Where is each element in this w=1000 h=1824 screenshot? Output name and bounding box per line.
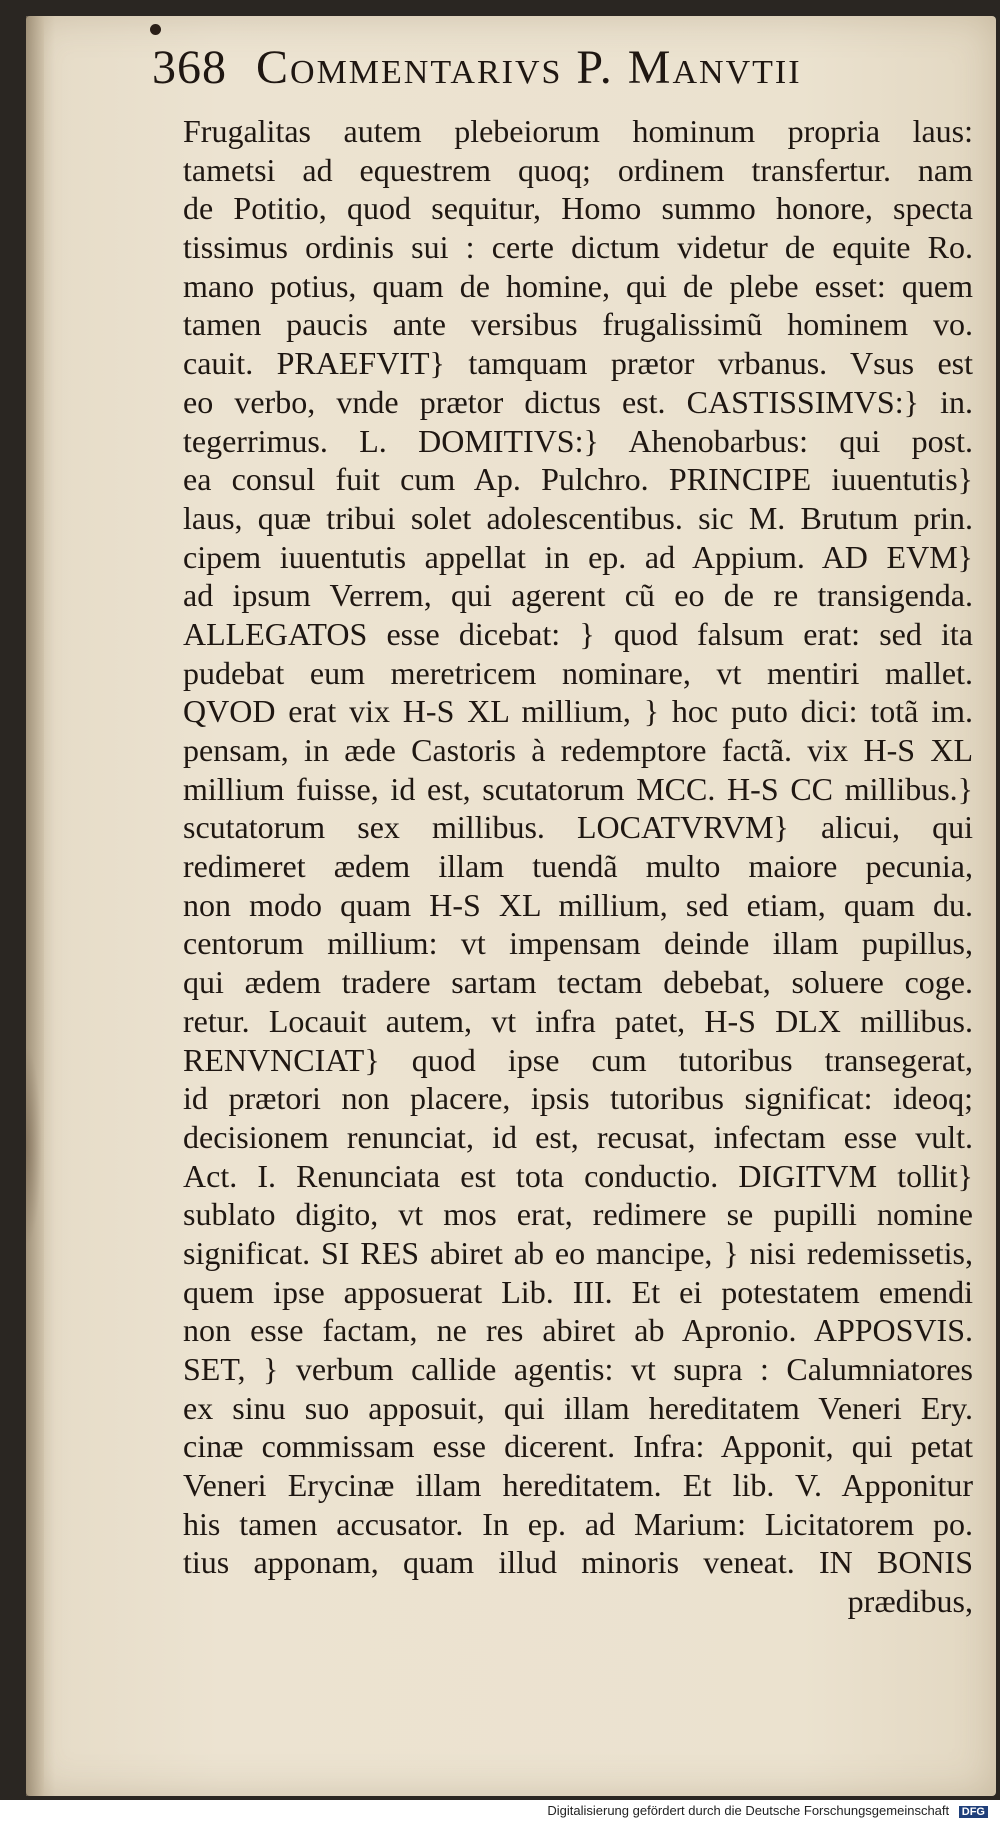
text-line: mano potius, quam de homine, qui de plebe esset: quem xyxy=(183,267,973,304)
text-line: de Potitio, quod sequitur, Homo summo honore, specta xyxy=(183,190,973,227)
text-line: tegerrimus. L. DOMITIVS:} Ahenobarbus: qui post. xyxy=(183,422,973,459)
text-line: ad ipsum Verrem, qui agerent cũ eo de re transigenda. xyxy=(183,577,973,614)
text-line: scutatorum sex millibus. LOCATVRVM} alicui, qui xyxy=(183,809,973,846)
text-line: Veneri Erycinæ illam hereditatem. Et lib. V. Apponitur xyxy=(183,1467,973,1504)
text-line: prædibus, xyxy=(847,1583,973,1620)
text-line: eo verbo, vnde prætor dictus est. CASTISSIMVS:} in. xyxy=(183,383,973,420)
text-line: ea consul fuit cum Ap. Pulchro. PRINCIPE iuuentutis} xyxy=(183,461,973,498)
text-line: his tamen accusator. In ep. ad Marium: Licitatorem po. xyxy=(183,1505,973,1542)
text-line: cipem iuuentutis appellat in ep. ad Appium. AD EVM} xyxy=(183,538,973,575)
ink-blot xyxy=(150,24,161,35)
text-line: tamen paucis ante versibus frugalissimũ hominem vo. xyxy=(183,306,973,343)
page-number: 368 xyxy=(152,41,227,94)
text-line: RENVNCIAT} quod ipse cum tutoribus transegerat, xyxy=(183,1041,973,1078)
text-block xyxy=(183,112,973,1621)
text-line: tissimus ordinis sui : certe dictum videtur de equite Ro. xyxy=(183,229,973,266)
text-line: tametsi ad equestrem quoq; ordinem transfertur. nam xyxy=(183,151,973,188)
text-line: retur. Locauit autem, vt infra patet, H-S DLX millibus. xyxy=(183,1002,973,1039)
text-line: redimeret ædem illam tuendã multo maiore pecunia, xyxy=(183,848,973,885)
text-line: qui ædem tradere sartam tectam debebat, soluere coge. xyxy=(183,964,973,1001)
text-line: Frugalitas autem plebeiorum hominum propria laus: xyxy=(183,113,973,149)
dfg-logo: DFG xyxy=(959,1806,988,1818)
text-line: cauit. PRAEFVIT} tamquam prætor vrbanus. Vsus est xyxy=(183,345,973,382)
text-line: tius apponam, quam illud minoris veneat. IN BONIS xyxy=(183,1544,973,1581)
text-line: Act. I. Renunciata est tota conductio. DIGITVM tollit} xyxy=(183,1157,973,1194)
text-line: laus, quæ tribui solet adolescentibus. sic M. Brutum prin. xyxy=(183,499,973,536)
text-line: pudebat eum meretricem nominare, vt mentiri mallet. xyxy=(183,654,973,691)
running-header xyxy=(152,40,972,110)
text-line: centorum millium: vt impensam deinde illam pupillus, xyxy=(183,925,973,962)
page-edge xyxy=(26,16,44,1796)
running-title: Commentarivs P. Manvtii xyxy=(256,41,802,94)
text-line: SET, } verbum callide agentis: vt supra : Calumniatores xyxy=(183,1351,973,1387)
page-fold-shadow xyxy=(26,1046,42,1246)
text-line: pensam, in æde Castoris à redemptore factã. vix H-S XL xyxy=(183,732,973,768)
text-line: millium fuisse, id est, scutatorum MCC. H-S CC millibus.} xyxy=(183,770,973,807)
digitization-footer xyxy=(0,1800,1000,1824)
text-line: non esse factam, ne res abiret ab Apronio. APPOSVIS. xyxy=(183,1312,973,1349)
text-line: ALLEGATOS esse dicebat: } quod falsum erat: sed ita xyxy=(183,615,973,652)
text-line: QVOD erat vix H-S XL millium, } hoc puto dici: totã im. xyxy=(183,693,973,730)
text-line: quem ipse apposuerat Lib. III. Et ei potestatem emendi xyxy=(183,1273,973,1310)
footer-credit: Digitalisierung gefördert durch die Deutsche Forschungsgemeinschaft xyxy=(547,1803,950,1818)
text-line: cinæ commissam esse dicerent. Infra: Apponit, qui petat xyxy=(183,1428,973,1465)
text-line: id prætori non placere, ipsis tutoribus significat: ideoq; xyxy=(183,1080,973,1117)
text-line: ex sinu suo apposuit, qui illam hereditatem Veneri Ery. xyxy=(183,1389,973,1426)
footer-credit-line xyxy=(547,1803,988,1818)
text-line: non modo quam H-S XL millium, sed etiam, quam du. xyxy=(183,886,973,923)
text-line: decisionem renunciat, id est, recusat, infectam esse vult. xyxy=(183,1118,973,1155)
text-line: sublato digito, vt mos erat, redimere se pupilli nomine xyxy=(183,1196,973,1233)
text-line: significat. SI RES abiret ab eo mancipe, } nisi redemissetis, xyxy=(183,1234,973,1271)
